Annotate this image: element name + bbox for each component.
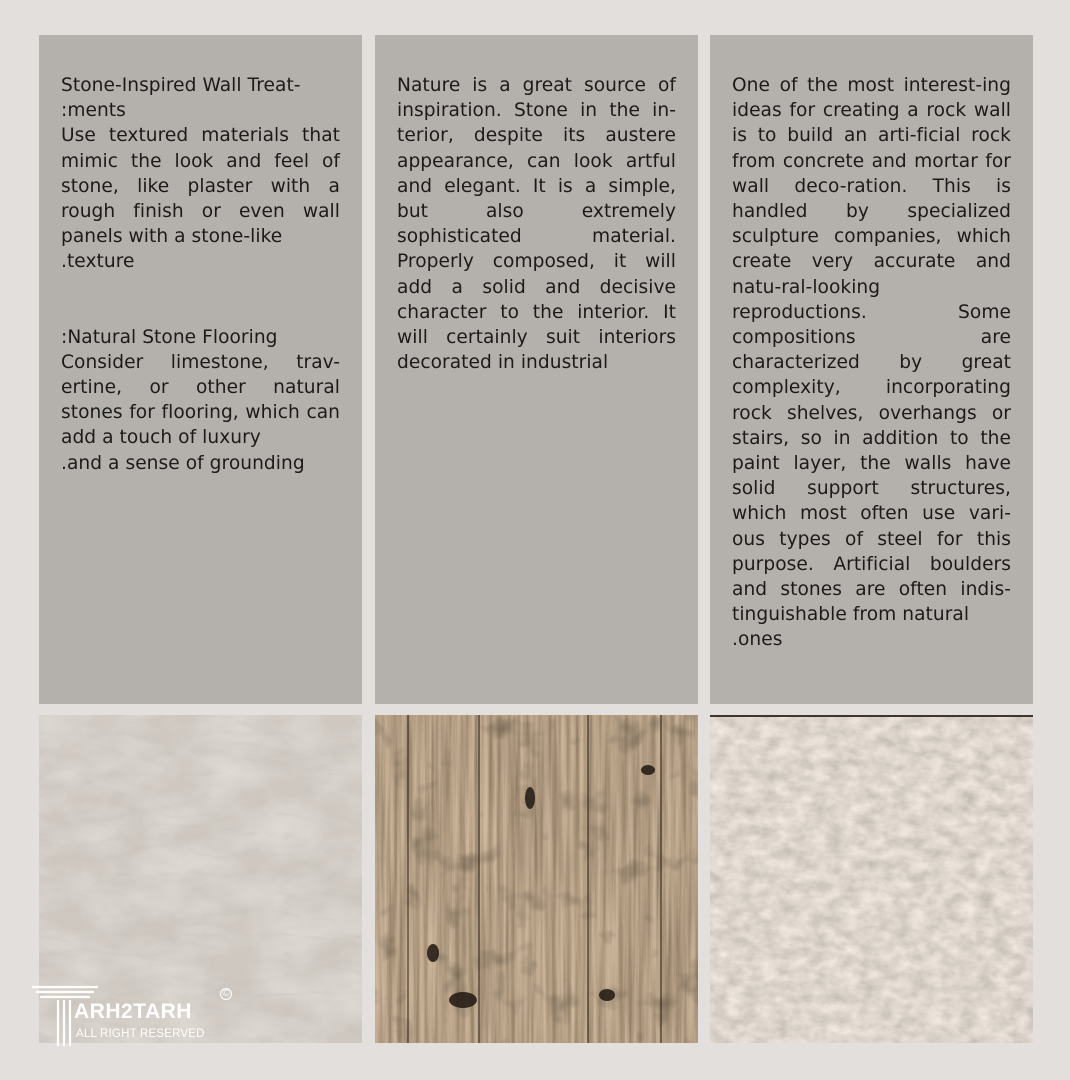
artificial-rock-body: One of the most interest-ing ideas for creating a rock wall is to build an arti-ficial rock from concrete and mortar for wall deco-ration. This is handled by specialized sculpture companies, which create very accurate and natu-ral-looking reproductions. Some compositions are characterized by great complexity, incorporating rock shelves, overhangs or stairs, so in addition to the paint layer, the walls have solid support structures, which most often use vari-ous types of steel for this purpose. Artificial boulders and stones are often indis-tinguishable from natural: [732, 75, 1011, 626]
nature-inspiration-body: Nature is a great source of inspiration. Stone in the in-terior, despite its austere appearance, can look artful and elegant. It is a simple, but also extremely sophisticated material. Properly composed, it will add a solid and decisive character to the interior. It will certainly suit interiors decorated in industrial: [397, 75, 676, 374]
stone-flooring-body-end: .and a sense of grounding: [61, 452, 305, 474]
artificial-rock-body-end: .ones: [732, 629, 783, 651]
logo-rights-text: ALL RIGHT RESERVED: [76, 1028, 205, 1040]
stone-wall-texture-image: [710, 715, 1033, 1043]
oak-wood-texture-image: [375, 715, 698, 1043]
tarh2tarh-logo: [30, 982, 235, 1050]
text-panel-3: [710, 35, 1033, 704]
paragraph-gap: [61, 275, 340, 325]
wall-treatments-body-end: .texture: [61, 251, 135, 273]
text-panel-1: [39, 35, 362, 704]
heading-wall-treatments-line2: :ments: [61, 100, 126, 122]
logo-brand-text: ARH2TARH: [74, 1000, 192, 1023]
stone-flooring-body: Consider limestone, trav-ertine, or other natural stones for flooring, which can add a touch of luxury: [61, 351, 340, 449]
panel-3-text: [732, 73, 1011, 653]
registered-mark: ©: [220, 988, 232, 1000]
panel-2-text: [397, 73, 676, 375]
heading-natural-stone-flooring: :Natural Stone Flooring: [61, 326, 278, 348]
panel-1-text: [61, 73, 340, 476]
wall-treatments-body: Use textured materials that mimic the look and feel of stone, like plaster with a rough finish or even wall panels with a stone-like: [61, 125, 340, 248]
heading-wall-treatments-line1: Stone-Inspired Wall Treat-: [61, 75, 301, 96]
text-panel-2: [375, 35, 698, 704]
